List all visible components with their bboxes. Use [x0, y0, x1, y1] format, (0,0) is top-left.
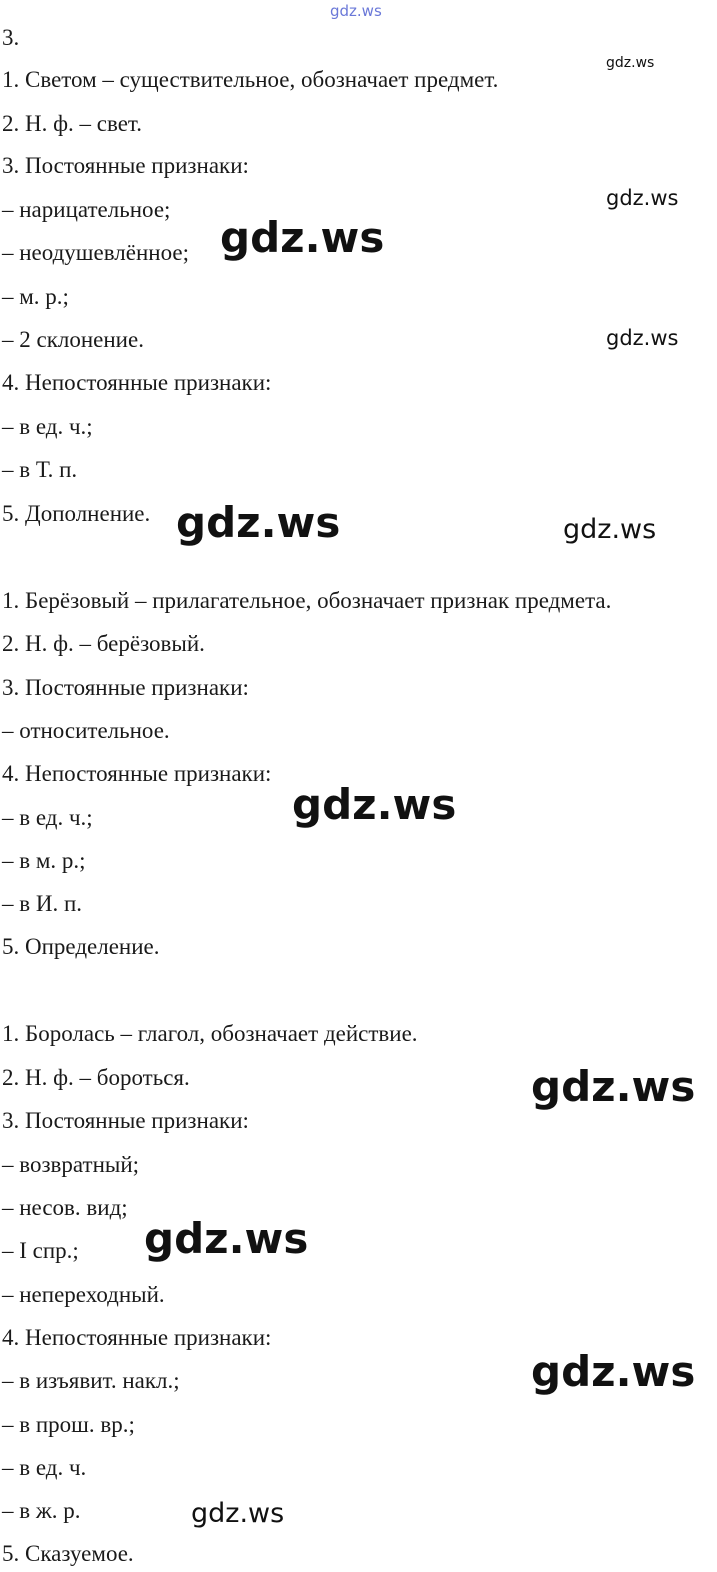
task-number: 3. — [2, 25, 20, 50]
text-line: – в прош. вр.; — [2, 1412, 135, 1437]
text-line: 1. Светом – существительное, обозначает предмет. — [2, 67, 499, 92]
text-line: 5. Сказуемое. — [2, 1541, 134, 1566]
header-watermark: gdz.ws — [330, 2, 382, 20]
text-line: – в И. п. — [2, 891, 83, 916]
text-line: – возвратный; — [2, 1152, 140, 1177]
text-line: – в м. р.; — [2, 848, 86, 873]
text-line: 4. Непостоянные признаки: — [2, 1325, 272, 1350]
watermark-text: gdz.ws — [606, 55, 655, 71]
text-line: – в ед. ч.; — [2, 805, 93, 830]
text-line: – в ед. ч. — [2, 1455, 87, 1480]
text-line: 3. Постоянные признаки: — [2, 153, 249, 178]
text-line: 5. Дополнение. — [2, 501, 151, 526]
text-line: 3. Постоянные признаки: — [2, 1108, 249, 1133]
watermark-text: gdz.ws — [191, 1498, 285, 1529]
text-line: – неодушевлённое; — [2, 240, 189, 265]
watermark-text: gdz.ws — [531, 1347, 696, 1396]
text-line: – непереходный. — [2, 1282, 165, 1307]
watermark-text: gdz.ws — [606, 326, 679, 350]
text-line: – нарицательное; — [2, 197, 171, 222]
watermark-text: gdz.ws — [531, 1062, 696, 1111]
watermark-text: gdz.ws — [292, 780, 457, 829]
text-line: – I спр.; — [2, 1238, 79, 1263]
text-line: – в изъявит. накл.; — [2, 1368, 180, 1393]
text-line: 1. Боролась – глагол, обозначает действие. — [2, 1021, 418, 1046]
text-line: 1. Берёзовый – прилагательное, обозначает признак предмета. — [2, 588, 612, 613]
text-line: – в ж. р. — [2, 1498, 81, 1523]
text-line: – 2 склонение. — [2, 327, 144, 352]
watermark-text: gdz.ws — [563, 514, 657, 545]
text-line: 2. Н. ф. – свет. — [2, 111, 142, 136]
text-line: – м. р.; — [2, 284, 69, 309]
text-line: 4. Непостоянные признаки: — [2, 761, 272, 786]
text-line: 2. Н. ф. – бороться. — [2, 1065, 190, 1090]
watermark-text: gdz.ws — [176, 498, 341, 547]
text-line: 2. Н. ф. – берёзовый. — [2, 631, 205, 656]
text-line: – в Т. п. — [2, 457, 78, 482]
text-line: – относительное. — [2, 718, 170, 743]
text-line: 5. Определение. — [2, 934, 160, 959]
text-line: – несов. вид; — [2, 1195, 128, 1220]
text-line: 3. Постоянные признаки: — [2, 675, 249, 700]
text-line: 4. Непостоянные признаки: — [2, 370, 272, 395]
watermark-text: gdz.ws — [144, 1214, 309, 1263]
watermark-text: gdz.ws — [220, 213, 385, 262]
watermark-text: gdz.ws — [606, 186, 679, 210]
text-line: – в ед. ч.; — [2, 414, 93, 439]
